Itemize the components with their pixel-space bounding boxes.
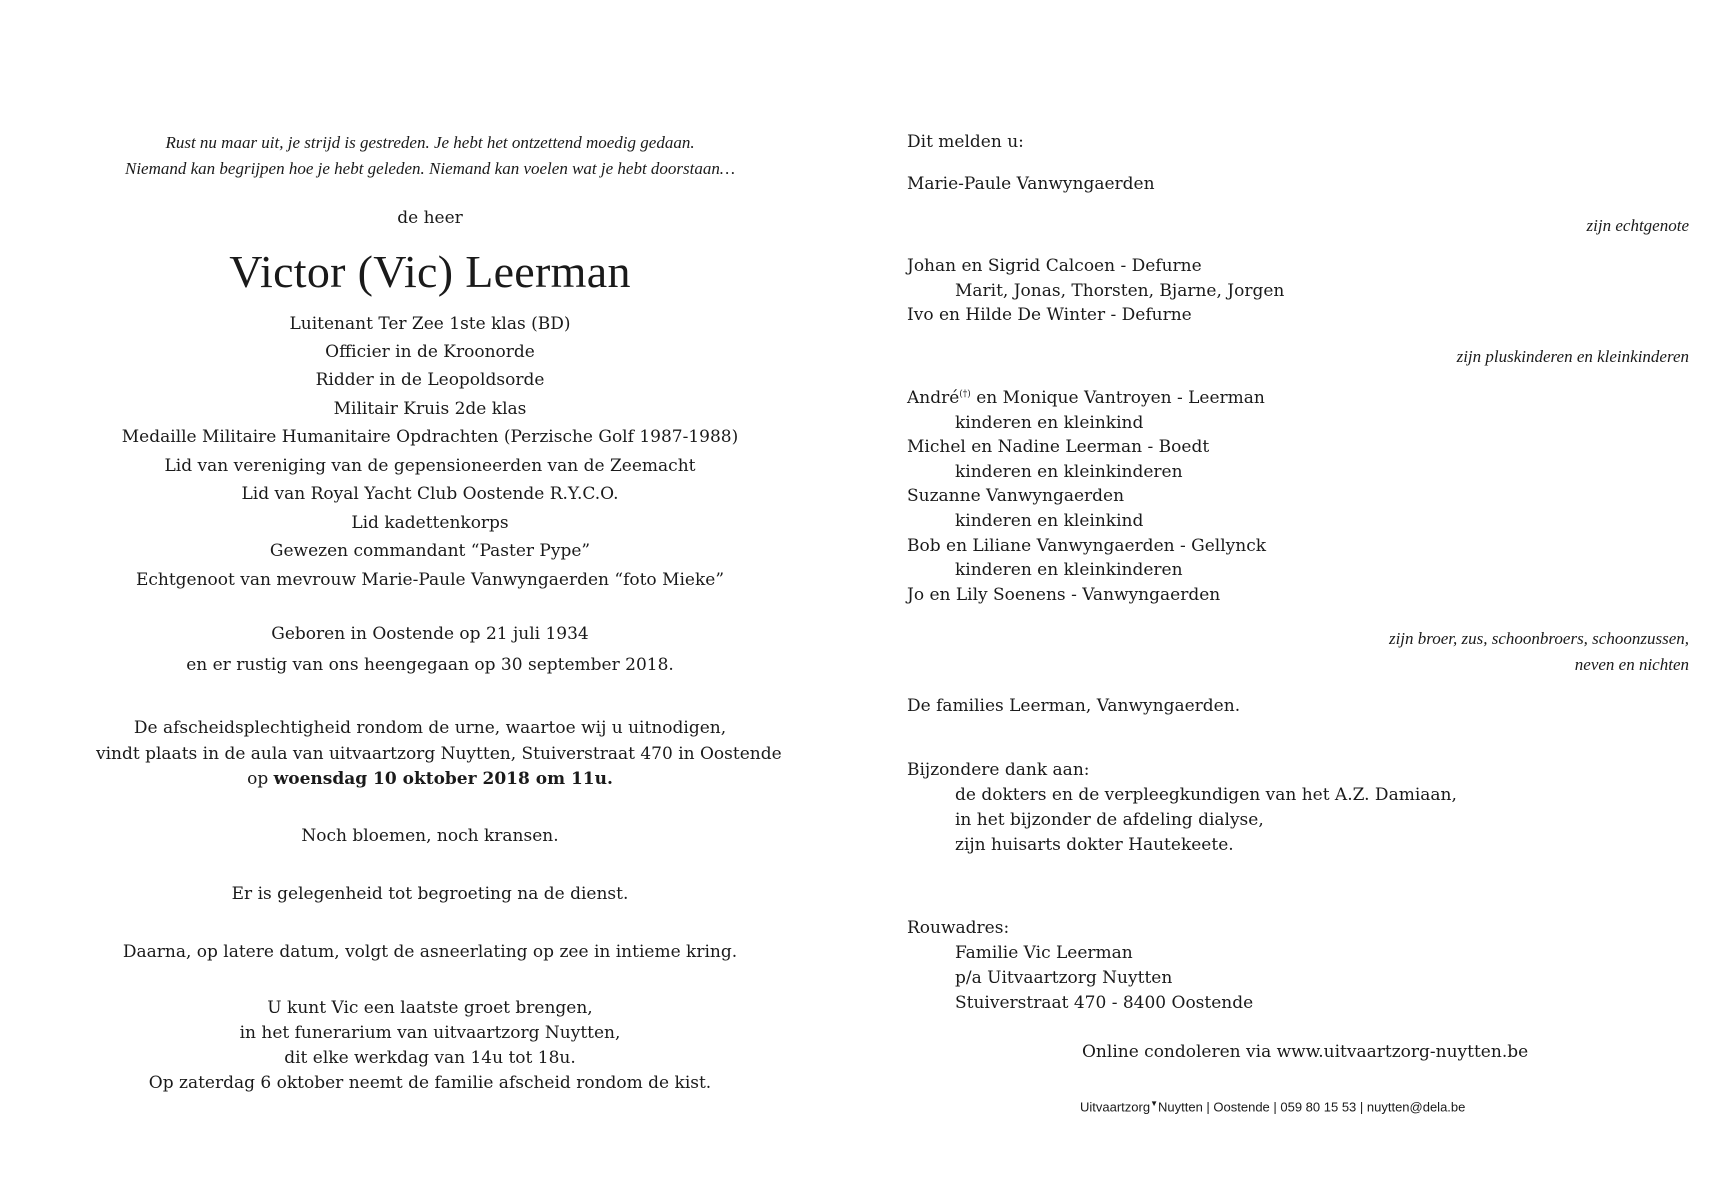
footer-details: Nuytten | Oostende | 059 80 15 53 | nuytten@dela.be	[1158, 1099, 1466, 1115]
honor-line: Medaille Militaire Humanitaire Opdrachten (Perzische Golf 1987-1988)	[121, 427, 739, 447]
family-line: Suzanne Vanwyngaerden	[907, 486, 1125, 506]
address-line: Familie Vic Leerman	[955, 943, 1133, 963]
family-line: kinderen en kleinkinderen	[955, 462, 1183, 482]
honor-line: Officier in de Kroonorde	[325, 342, 535, 362]
visit-line: in het funerarium van uitvaartzorg Nuytten,	[239, 1023, 621, 1043]
title-de-heer: de heer	[397, 208, 463, 228]
flowers-line: Noch bloemen, noch kransen.	[301, 826, 559, 846]
announce-line: Dit melden u:	[907, 132, 1024, 152]
family-line: Jo en Lily Soenens - Vanwyngaerden	[907, 585, 1221, 605]
address-line: Stuiverstraat 470 - 8400 Oostende	[955, 993, 1254, 1013]
spouse-name: Marie-Paule Vanwyngaerden	[907, 174, 1155, 194]
spouse-note: zijn echtgenote	[1586, 216, 1689, 235]
family-line: Marit, Jonas, Thorsten, Bjarne, Jorgen	[955, 281, 1285, 301]
visit-line: U kunt Vic een laatste groet brengen,	[267, 998, 593, 1018]
footer-brand-mark: ▼	[1150, 1099, 1158, 1108]
family-line-andre	[907, 388, 1265, 408]
deceased-mark: (†)	[959, 389, 971, 400]
ceremony-prefix: op	[247, 769, 269, 789]
honor-line: Militair Kruis 2de klas	[333, 399, 527, 419]
andre-name: André	[907, 388, 960, 408]
address-heading: Rouwadres:	[907, 918, 1010, 938]
family-line: kinderen en kleinkinderen	[955, 560, 1183, 580]
family-line: Johan en Sigrid Calcoen - Defurne	[907, 256, 1202, 276]
family-line: Michel en Nadine Leerman - Boedt	[907, 437, 1210, 457]
honor-line: Ridder in de Leopoldsorde	[315, 370, 545, 390]
plus-family-note: zijn pluskinderen en kleinkinderen	[1456, 347, 1689, 366]
siblings-note-1: zijn broer, zus, schoonbroers, schoonzussen,	[1388, 629, 1689, 648]
honor-line: Lid van vereniging van de gepensioneerden van de Zeemacht	[164, 456, 696, 476]
ceremony-date: woensdag 10 oktober 2018 om 11u	[273, 769, 607, 789]
siblings-note-2: neven en nichten	[1574, 655, 1689, 674]
andre-rest: en Monique Vantroyen - Leerman	[976, 388, 1265, 408]
ashes-line: Daarna, op latere datum, volgt de asneerlating op zee in intieme kring.	[122, 942, 738, 962]
ceremony-line-1: De afscheidsplechtigheid rondom de urne, waartoe wij u uitnodigen,	[133, 718, 727, 738]
death-line: en er rustig van ons heengegaan op 30 september 2018.	[186, 655, 674, 675]
quote-line-2: Niemand kan begrijpen hoe je hebt geleden. Niemand kan voelen wat je hebt doorstaan…	[125, 159, 735, 178]
ceremony-line-3	[96, 769, 764, 789]
thanks-line: in het bijzonder de afdeling dialyse,	[955, 810, 1264, 830]
thanks-line: zijn huisarts dokter Hautekeete.	[955, 835, 1234, 855]
ceremony-line-2: vindt plaats in de aula van uitvaartzorg Nuytten, Stuiverstraat 470 in Oostende	[96, 744, 782, 764]
thanks-heading: Bijzondere dank aan:	[907, 760, 1090, 780]
visit-line: dit elke werkdag van 14u tot 18u.	[284, 1048, 576, 1068]
footer-line	[1080, 1099, 1465, 1114]
thanks-line: de dokters en de verpleegkundigen van het A.Z. Damiaan,	[955, 785, 1457, 805]
deceased-name: Victor (Vic) Leerman	[229, 246, 631, 297]
family-line: kinderen en kleinkind	[955, 511, 1144, 531]
honor-line: Lid van Royal Yacht Club Oostende R.Y.C.O.	[241, 484, 619, 504]
honor-line: Echtgenoot van mevrouw Marie-Paule Vanwyngaerden “foto Mieke”	[135, 570, 725, 590]
honor-line: Luitenant Ter Zee 1ste klas (BD)	[289, 314, 571, 334]
quote-line-1: Rust nu maar uit, je strijd is gestreden. Je hebt het ontzettend moedig gedaan.	[165, 133, 695, 152]
birth-line: Geboren in Oostende op 21 juli 1934	[271, 624, 589, 644]
family-line: Ivo en Hilde De Winter - Defurne	[907, 305, 1192, 325]
family-line: kinderen en kleinkind	[955, 413, 1144, 433]
family-line: Bob en Liliane Vanwyngaerden - Gellynck	[907, 536, 1267, 556]
honor-line: Lid kadettenkorps	[351, 513, 509, 533]
online-condolence-line: Online condoleren via www.uitvaartzorg-nuytten.be	[1082, 1042, 1529, 1062]
greeting-line: Er is gelegenheid tot begroeting na de dienst.	[231, 884, 629, 904]
honor-line: Gewezen commandant “Paster Pype”	[269, 541, 591, 561]
address-line: p/a Uitvaartzorg Nuytten	[955, 968, 1173, 988]
visit-line: Op zaterdag 6 oktober neemt de familie afscheid rondom de kist.	[148, 1073, 712, 1093]
families-line: De families Leerman, Vanwyngaerden.	[907, 696, 1241, 716]
ceremony-suffix: .	[607, 769, 613, 789]
footer-brand: Uitvaartzorg	[1080, 1099, 1151, 1115]
